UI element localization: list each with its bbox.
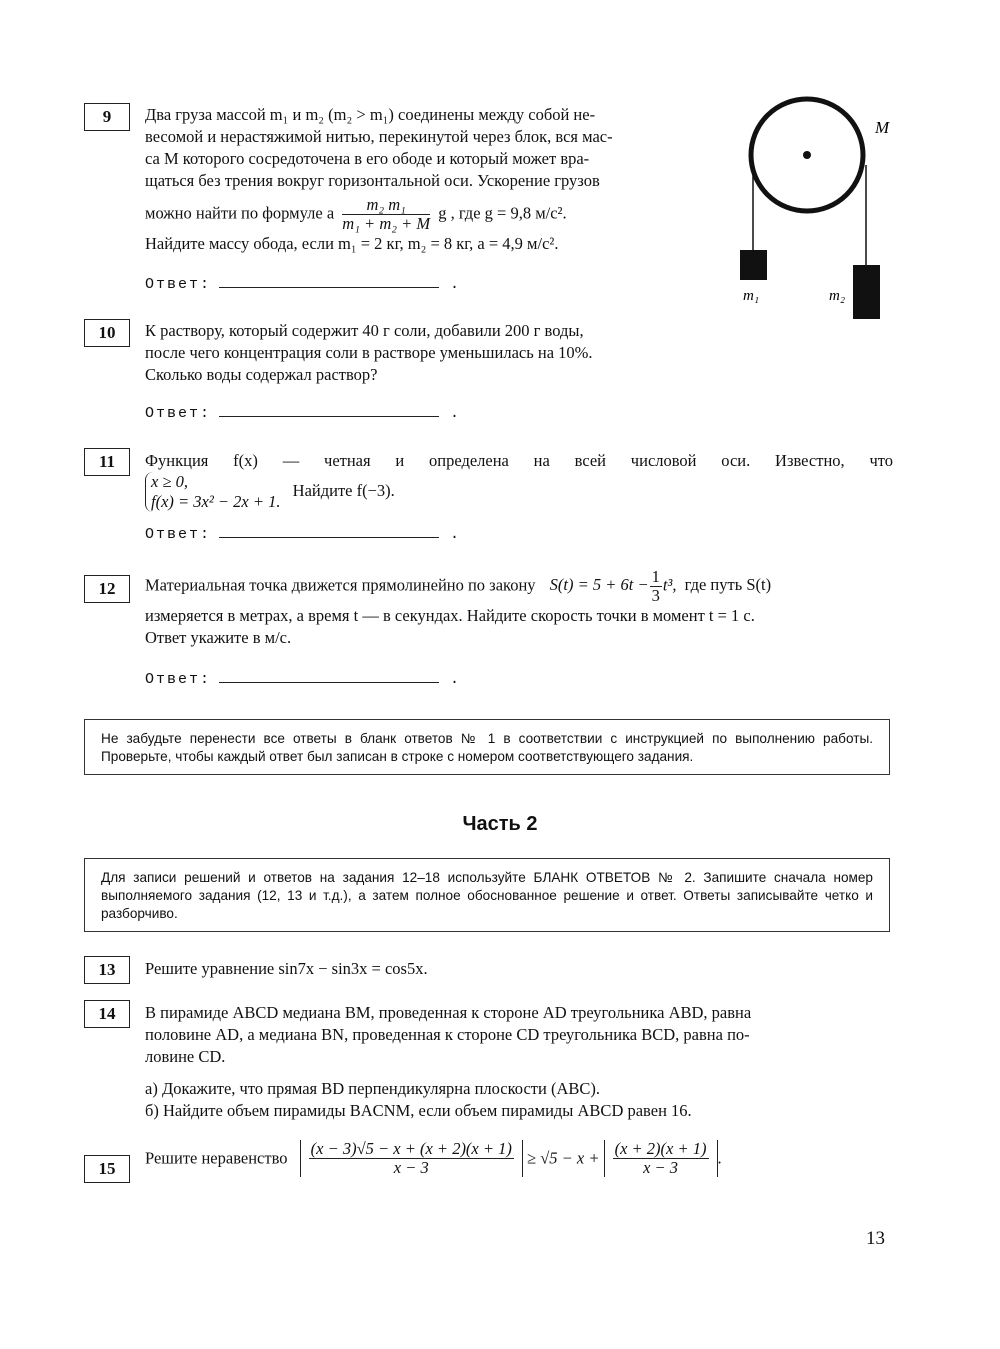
pulley-diagram	[735, 95, 910, 325]
answer-field-10[interactable]: Ответ: .	[145, 405, 462, 422]
inequality-end: .	[717, 1148, 722, 1168]
task-13-text: Решите уравнение sin7x − sin3x = cos5x.	[145, 959, 428, 978]
task-11-question: Найдите f(−3).	[292, 480, 395, 500]
task-12-line-1	[145, 568, 893, 605]
pulley-axle	[803, 151, 811, 159]
task-12-line-2: измеряется в метрах, а время t — в секундах. Найдите скорость точки в момент t = 1 с.	[145, 606, 755, 625]
right-mass-block	[853, 265, 880, 319]
task-12-line-3: Ответ укажите в м/с.	[145, 628, 292, 647]
task-12-prefix: Материальная точка движется прямолинейно по закону	[145, 575, 536, 595]
system-function: f(x) = 3x² − 2x + 1.	[151, 492, 281, 511]
task-number-10: 10	[84, 319, 130, 347]
lhs-fraction	[309, 1140, 514, 1177]
task-9-text	[145, 104, 717, 255]
fraction-denominator: m₁ + m₂ + M	[342, 214, 431, 233]
task-number-9: 9	[84, 103, 130, 131]
formula-prefix: можно найти по формуле a	[145, 203, 335, 223]
answer-line[interactable]	[219, 525, 439, 538]
answer-field-12[interactable]: Ответ: .	[145, 671, 462, 688]
rhs-denominator: x − 3	[643, 1158, 679, 1177]
inequality-middle: ≥ √5 − x +	[527, 1148, 600, 1168]
task-number-11: 11	[84, 448, 130, 476]
notice-part2: Для записи решений и ответов на задания 12–18 используйте БЛАНК ОТВЕТОВ № 2. Запишите сначала номер выполняемого задания (12, 13 и т.д.), а затем полное обоснованное решение и ответ. Ответы записывайте четко и разборчиво.	[84, 858, 890, 932]
answer-line[interactable]	[219, 275, 439, 288]
task-14-line-3: ловине CD.	[145, 1047, 226, 1066]
answer-label: Ответ:	[145, 526, 212, 543]
task-10-line-2: после чего концентрация соли в растворе уменьшилась на 10%.	[145, 343, 593, 362]
lhs-numerator: (x − 3)√5 − x + (x + 2)(x + 1)	[310, 1139, 512, 1158]
task-number-14: 14	[84, 1000, 130, 1028]
task-14-line-1: В пирамиде ABCD медиана BM, проведенная к стороне AD треугольника ABD, равна	[145, 1003, 752, 1022]
notice-part1: Не забудьте перенести все ответы в бланк ответов № 1 в соответствии с инструкцией по выполнению работы. Проверьте, чтобы каждый ответ был записан в строке с номером соответствующего задания.	[84, 719, 890, 775]
task-12-suffix: где путь S(t)	[684, 575, 772, 595]
task-9-line-1: Два груза массой m₁ и m₂ (m₂ > m₁) соединены между собой не-	[145, 105, 596, 124]
task-10-text	[145, 320, 717, 386]
abs-lhs	[300, 1140, 523, 1177]
task-number-12: 12	[84, 575, 130, 603]
rhs-numerator: (x + 2)(x + 1)	[614, 1139, 707, 1158]
label-m1: m₁	[743, 288, 760, 304]
task-9-formula	[145, 196, 717, 233]
rhs-fraction	[613, 1140, 709, 1177]
task-10-line-1: К раствору, который содержит 40 г соли, добавили 200 г воды,	[145, 321, 584, 340]
task-10-line-3: Сколько воды содержал раствор?	[145, 365, 378, 384]
task-11-text	[145, 450, 893, 512]
fraction-numerator: m₂ m₁	[342, 196, 430, 215]
system-condition: x ≥ 0,	[151, 472, 189, 491]
task-11-system-row	[145, 472, 893, 512]
part2-title: Часть 2	[462, 813, 538, 835]
frac-num: 1	[651, 567, 660, 586]
formula-suffix: g , где g = 9,8 м/с².	[438, 203, 567, 223]
task-9-line-3: са M которого сосредоточена в его ободе и который может вра-	[145, 149, 590, 168]
task-14-part-b: б) Найдите объем пирамиды BACNM, если объем пирамиды ABCD равен 16.	[145, 1101, 692, 1120]
task-12-text	[145, 568, 893, 649]
answer-label: Ответ:	[145, 671, 212, 688]
task-number-15: 15	[84, 1155, 130, 1183]
frac-den: 3	[651, 586, 660, 605]
left-mass-block	[740, 250, 767, 280]
task-14-line-2: половине AD, а медиана BN, проведенная к стороне CD треугольника BCD, равна по-	[145, 1025, 750, 1044]
law-formula-left: S(t) = 5 + 6t −	[549, 575, 649, 595]
task-number-13: 13	[84, 956, 130, 984]
piecewise-system	[145, 472, 281, 512]
law-formula-right: t³,	[662, 575, 677, 595]
lhs-denominator: x − 3	[393, 1158, 429, 1177]
answer-label: Ответ:	[145, 276, 212, 293]
task-9-line-4: щаться без трения вокруг горизонтальной оси. Ускорение грузов	[145, 171, 600, 190]
answer-field-11[interactable]: Ответ: .	[145, 526, 462, 543]
answer-line[interactable]	[219, 404, 439, 417]
answer-label: Ответ:	[145, 405, 212, 422]
task-11-line-1: Функция f(x) — четная и определена на всей числовой оси. Известно, что	[145, 451, 893, 470]
task-15-text	[145, 1140, 893, 1177]
page-number: 13	[866, 1228, 885, 1249]
label-m2: m₂	[829, 288, 846, 304]
task-14-text	[145, 1002, 893, 1122]
label-M: M	[875, 118, 890, 137]
formula-fraction	[342, 196, 430, 233]
law-fraction	[650, 568, 662, 605]
task-9-question: Найдите массу обода, если m₁ = 2 кг, m₂ = 8 кг, a = 4,9 м/с².	[145, 234, 559, 253]
task-9-line-2: весомой и нерастяжимой нитью, перекинутой через блок, вся мас-	[145, 127, 613, 146]
answer-field-9[interactable]: Ответ: .	[145, 276, 462, 293]
abs-rhs	[604, 1140, 718, 1177]
task-14-part-a: а) Докажите, что прямая BD перпендикулярна плоскости (ABC).	[145, 1079, 600, 1098]
answer-line[interactable]	[219, 670, 439, 683]
task-15-prefix: Решите неравенство	[145, 1148, 288, 1168]
